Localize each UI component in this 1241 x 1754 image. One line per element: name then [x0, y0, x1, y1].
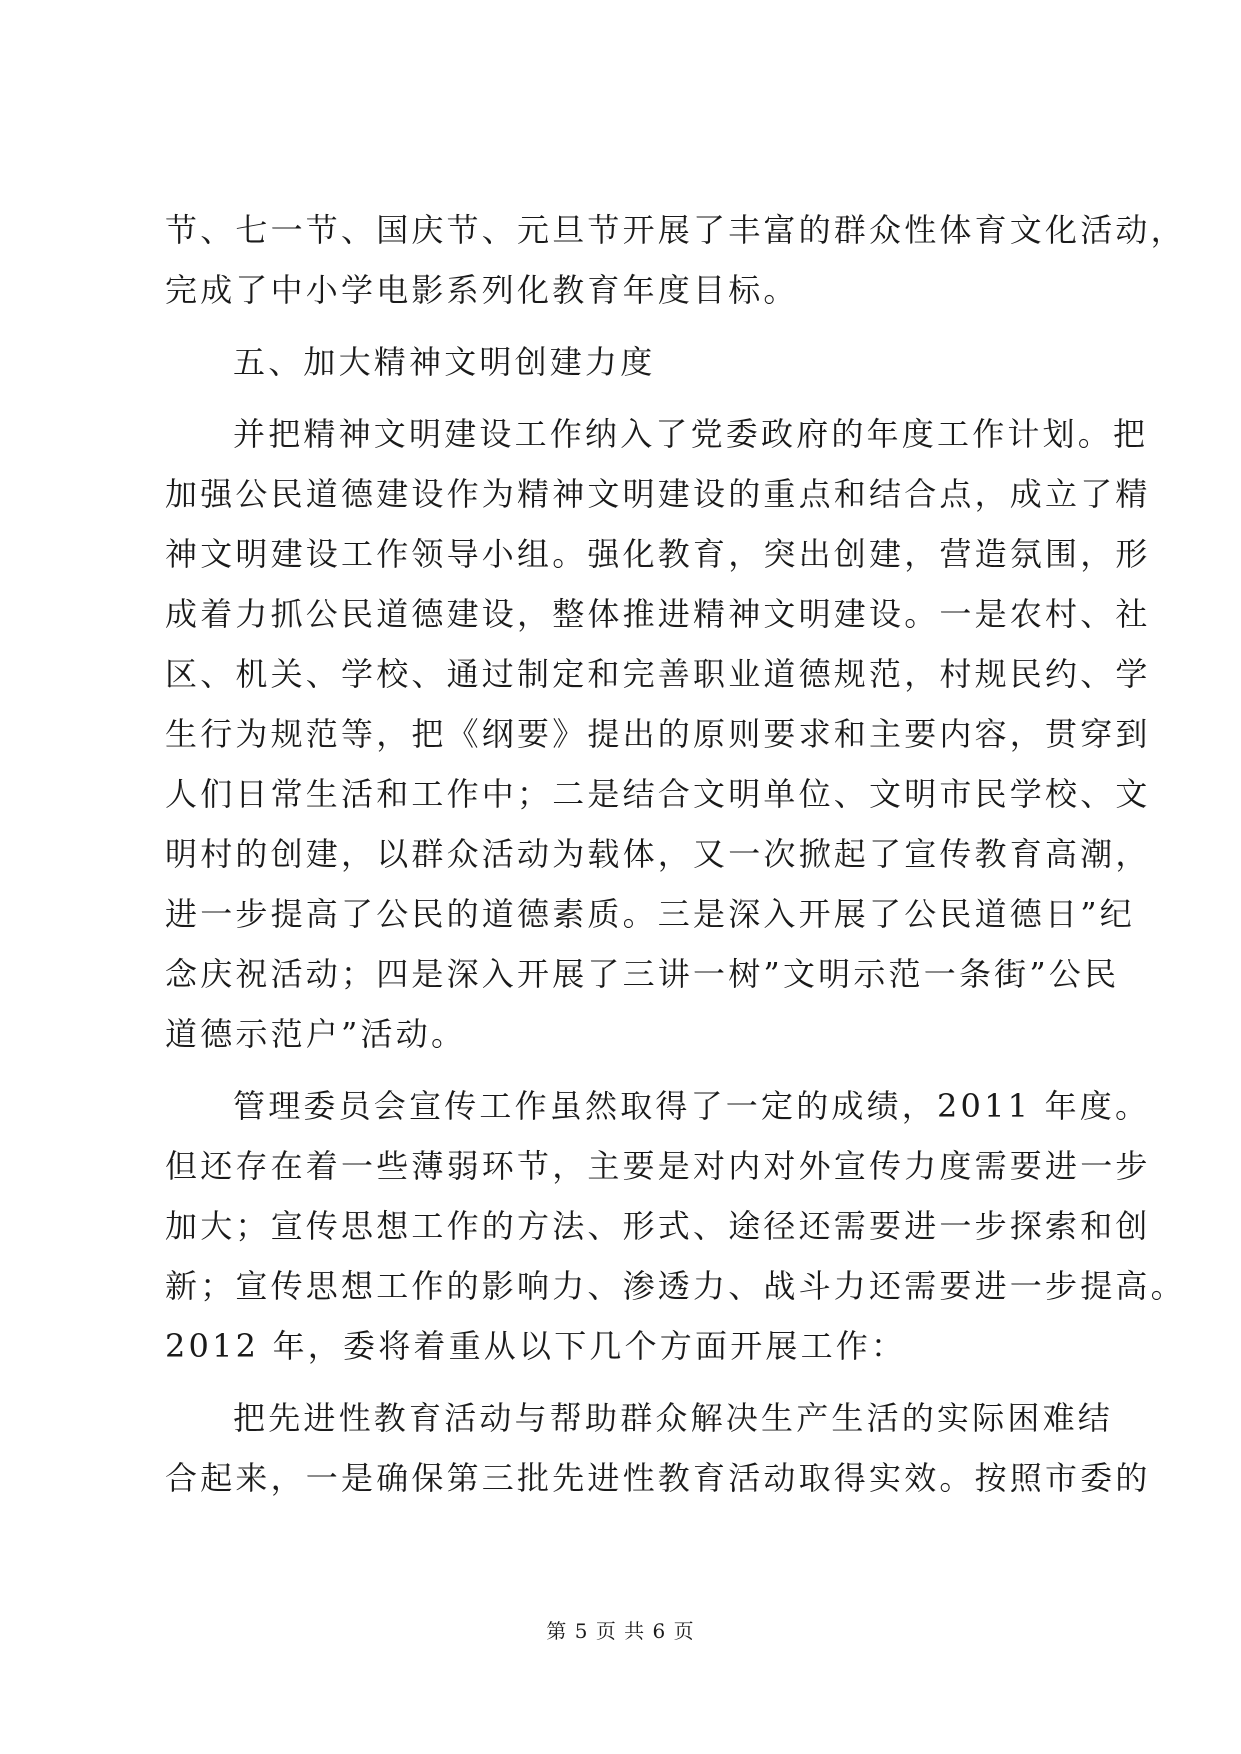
paragraph-line: 把先进性教育活动与帮助群众解决生产生活的实际困难结: [233, 1399, 1114, 1437]
paragraph-line: 新；宣传思想工作的影响力、渗透力、战斗力还需要进一步提高。: [165, 1267, 1186, 1305]
paragraph-line: 2012 年，委将着重从以下几个方面开展工作：: [165, 1327, 907, 1365]
paragraph-line: 管理委员会宣传工作虽然取得了一定的成绩，2011 年度。: [233, 1087, 1151, 1125]
paragraph-line: 合起来，一是确保第三批先进性教育活动取得实效。按照市委的: [165, 1459, 1151, 1497]
paragraph-line: 生行为规范等，把《纲要》提出的原则要求和主要内容，贯穿到: [165, 715, 1151, 753]
paragraph-line: 节、七一节、国庆节、元旦节开展了丰富的群众性体育文化活动，: [165, 211, 1186, 249]
paragraph-line: 神文明建设工作领导小组。强化教育，突出创建，营造氛围，形: [165, 535, 1151, 573]
paragraph-line: 并把精神文明建设工作纳入了党委政府的年度工作计划。把: [233, 415, 1149, 453]
document-body: [165, 200, 1186, 1508]
paragraph-line: 道德示范户”活动。: [165, 1015, 467, 1053]
page-number-footer: 第 5 页 共 6 页: [546, 1619, 695, 1643]
paragraph-line: 但还存在着一些薄弱环节，主要是对内对外宣传力度需要进一步: [165, 1147, 1151, 1185]
paragraph-line: 成着力抓公民道德建设，整体推进精神文明建设。一是农村、社: [165, 595, 1151, 633]
paragraph-line: 念庆祝活动；四是深入开展了三讲一树”文明示范一条街”公民: [165, 955, 1120, 993]
section-heading: 五、加大精神文明创建力度: [233, 343, 656, 381]
paragraph-line: 加强公民道德建设作为精神文明建设的重点和结合点，成立了精: [165, 475, 1151, 513]
paragraph-line: 加大；宣传思想工作的方法、形式、途径还需要进一步探索和创: [165, 1207, 1151, 1245]
paragraph-line: 区、机关、学校、通过制定和完善职业道德规范，村规民约、学: [165, 655, 1151, 693]
paragraph-line: 人们日常生活和工作中；二是结合文明单位、文明市民学校、文: [165, 775, 1151, 813]
paragraph-line: 完成了中小学电影系列化教育年度目标。: [165, 271, 799, 309]
paragraph-line: 明村的创建，以群众活动为载体，又一次掀起了宣传教育高潮，: [165, 835, 1151, 873]
paragraph-line: 进一步提高了公民的道德素质。三是深入开展了公民道德日”纪: [165, 895, 1135, 933]
